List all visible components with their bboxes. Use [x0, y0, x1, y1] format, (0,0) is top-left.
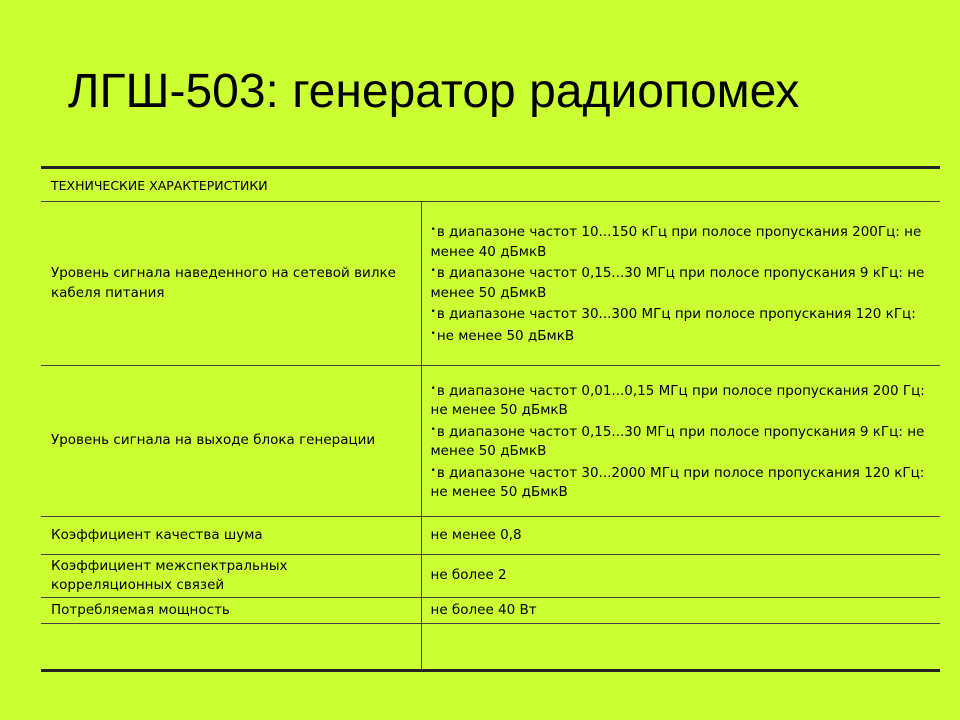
slide-title: ЛГШ-503: генератор радиопомех [68, 65, 800, 118]
table-row [41, 366, 940, 517]
table-row [41, 202, 940, 366]
spec-value [421, 366, 940, 517]
table-row [41, 598, 940, 624]
list-item [431, 421, 931, 462]
bullet-icon: • [430, 225, 436, 235]
bullet-icon: • [430, 465, 436, 476]
bullet-icon: • [430, 266, 436, 276]
list-item [431, 325, 931, 347]
list-item-text: в диапазоне частот 0,15...30 МГц при полосе пропускания 9 кГц: не менее 50 дБмкВ [430, 423, 925, 459]
list-item-text: в диапазоне частот 0,15...30 МГц при полосе пропускания 9 кГц: не менее 50 дБмкВ [430, 265, 925, 301]
list-item [431, 221, 931, 262]
spec-value: не более 2 [421, 555, 940, 598]
bullet-icon: • [430, 424, 436, 435]
list-item [431, 262, 931, 303]
bullet-list [431, 221, 931, 346]
spec-label: Коэффициент качества шума [41, 517, 421, 555]
spec-label: Коэффициент межспектральных корреляционных связей [41, 555, 421, 598]
spec-label: Потребляемая мощность [41, 598, 421, 624]
empty-cell [421, 624, 940, 671]
specifications-table [41, 166, 940, 672]
table-header: ТЕХНИЧЕСКИЕ ХАРАКТЕРИСТИКИ [41, 168, 940, 202]
spec-value: не менее 0,8 [421, 517, 940, 555]
bullet-icon: • [430, 307, 436, 317]
spec-label: Уровень сигнала на выходе блока генерации [41, 366, 421, 517]
table-header-row [41, 168, 940, 202]
list-item-text: в диапазоне частот 30...2000 МГц при полосе пропускания 120 кГц: не менее 50 дБмкВ [430, 464, 925, 500]
bullet-list [431, 380, 931, 503]
spec-label: Уровень сигнала наведенного на сетевой вилке кабеля питания [41, 202, 421, 366]
table-row [41, 555, 940, 598]
list-item [431, 380, 931, 421]
list-item-text: в диапазоне частот 10...150 кГц при полосе пропускания 200Гц: не менее 40 дБмкВ [430, 224, 922, 260]
spec-value [421, 202, 940, 366]
list-item-text: в диапазоне частот 30...300 МГц при полосе пропускания 120 кГц: [436, 306, 916, 322]
list-item [431, 303, 931, 325]
list-item-text: не менее 50 дБмкВ [436, 327, 575, 344]
table-row [41, 517, 940, 555]
list-item-text: в диапазоне частот 0,01...0,15 МГц при полосе пропускания 200 Гц: не менее 50 дБмкВ [430, 382, 925, 418]
bullet-icon: • [430, 328, 436, 339]
spec-value: не более 40 Вт [421, 598, 940, 624]
empty-row [41, 624, 940, 671]
bullet-icon: • [430, 383, 436, 394]
list-item [431, 462, 931, 503]
empty-cell [41, 624, 421, 671]
